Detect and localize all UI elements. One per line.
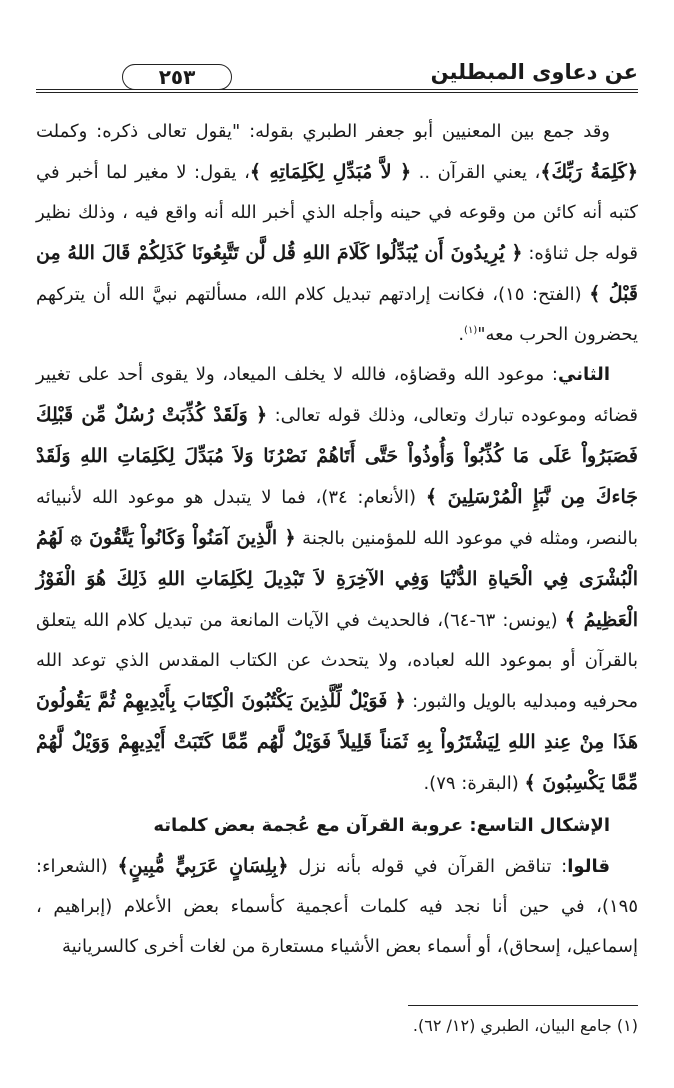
- text-run: (الشعراء: ١٩٥)، في حين أنا نجد فيه كلمات أعجمية كأسماء بعض الأعلام (إبراهيم ، إسماعيل، إسحاق)، أو أسماء بعض الأشياء مستعارة من لغات أخرى كالسريانية: [36, 856, 638, 957]
- text-run: (البقرة: ٧٩).: [423, 773, 525, 794]
- text-run: : تناقض القرآن في قوله بأنه نزل: [288, 856, 568, 877]
- quran-verse: ﴿بِلِسَانٍ عَرَبِيٍّ مُّبِينٍ﴾: [117, 855, 289, 877]
- paragraph-2: [36, 355, 638, 804]
- text-run: : موعود الله وقضاؤه، فالله لا يخلف الميعاد، ولا يقوى أحد على تغيير قضائه وموعوده تبارك وتعالى، وذلك قوله تعالى:: [36, 364, 639, 426]
- paragraph-lead: الثاني: [557, 364, 610, 385]
- main-text: [36, 112, 638, 967]
- header-rule-thin: [36, 92, 638, 93]
- section-heading: الإشكال التاسع: عروبة القرآن مع عُجمة بعض كلماته: [153, 815, 610, 836]
- quran-verse: ﴿ لاَّ مُبَدِّلِ لِكَلِمَاتِهِ ﴾: [249, 161, 412, 183]
- text-run: .: [458, 324, 465, 345]
- quran-verse: ﴿ الَّذِينَ آمَنُواْ وَكَانُواْ يَتَّقُونَ ۞ لَهُمُ الْبُشْرَى فِي الْحَياةِ الدُّنْيَا وَفِي الآخِرَةِ لاَ تَبْدِيلَ لِكَلِمَاتِ اللهِ ذَلِكَ هُوَ الْفَوْزُ الْعَظِيمُ ﴾: [36, 527, 638, 631]
- footnote-marker[interactable]: (١): [464, 325, 478, 336]
- footnote-rule: [408, 1005, 638, 1006]
- text-run: ، يقول: لا مغير لما أخبر في كتبه أنه كائن من وقوعه في حينه وأجله الذي أخبر الله أنه واقع فيه ، وذلك نظير قوله جل ثناؤه:: [36, 162, 638, 264]
- quran-verse: ﴿ يُرِيدُونَ أَن يُبَدِّلُوا كَلَامَ اللهِ قُل لَّن تَتَّبِعُونَا كَذَلِكُمْ قَالَ اللهُ مِن قَبْلُ ﴾: [36, 242, 638, 305]
- text-run: (يونس: ٦٣-٦٤)، فالحديث في الآيات المانعة من تبديل كلام الله يتعلق بالقرآن أو بموعود الله لعباده، ولا يتحدث عن الكتاب المقدس الذي توعد الله محرفيه ومبدليه بالويل والثبور:: [36, 610, 638, 712]
- quran-verse: ﴿ فَوَيْلٌ لِّلَّذِينَ يَكْتُبُونَ الْكِتَابَ بِأَيْدِيهِمْ ثُمَّ يَقُولُونَ هَذَا مِنْ عِندِ اللهِ لِيَشْتَرُواْ بِهِ ثَمَناً قَلِيلاً فَوَيْلٌ لَّهُم مِّمَّا كَتَبَتْ أَيْدِيهِمْ وَوَيْلٌ لَّهُمْ مِّمَّا يَكْسِبُونَ ﴾: [36, 690, 638, 794]
- text-run: ، يعني القرآن ..: [411, 162, 541, 183]
- text-run: وقد جمع بين المعنيين أبو جعفر الطبري بقوله: "يقول تعالى ذكره: وكملت: [36, 121, 610, 142]
- paragraph-3: [36, 846, 638, 967]
- paragraph-lead: قالوا: [567, 856, 611, 877]
- text-run: (الأنعام: ٣٤)، فما لا يتبدل هو موعود الله لأنبيائه بالنصر، ومثله في موعود الله للمؤمنين بالجنة: [36, 487, 639, 549]
- header-rule: [36, 89, 638, 90]
- quran-verse: ﴿ وَلَقَدْ كُذِّبَتْ رُسُلٌ مِّن قَبْلِكَ فَصَبَرُواْ عَلَى مَا كُذِّبُواْ وَأُوذُواْ حَتَّى أَتَاهُمْ نَصْرُنَا وَلاَ مُبَدِّلَ لِكَلِمَاتِ اللهِ وَلَقَدْ جَاءكَ مِن نَّبَإِ الْمُرْسَلِينَ ﴾: [36, 404, 638, 508]
- page-header: [36, 52, 638, 98]
- paragraph-1: [36, 112, 638, 355]
- quran-verse: ﴿كَلِمَةُ رَبِّكَ﴾: [540, 161, 638, 183]
- running-title: عن دعاوى المبطلين: [430, 60, 638, 84]
- page-number: ٢٥٣: [122, 64, 232, 90]
- footnote: (١) جامع البيان، الطبري (١٢/ ٦٢).: [412, 1016, 638, 1035]
- text-run: (الفتح: ١٥)، فكانت إرادتهم تبديل كلام الله، مسألتهم نبيَّ الله أن يتركهم يحضرون الحرب معه": [36, 284, 638, 345]
